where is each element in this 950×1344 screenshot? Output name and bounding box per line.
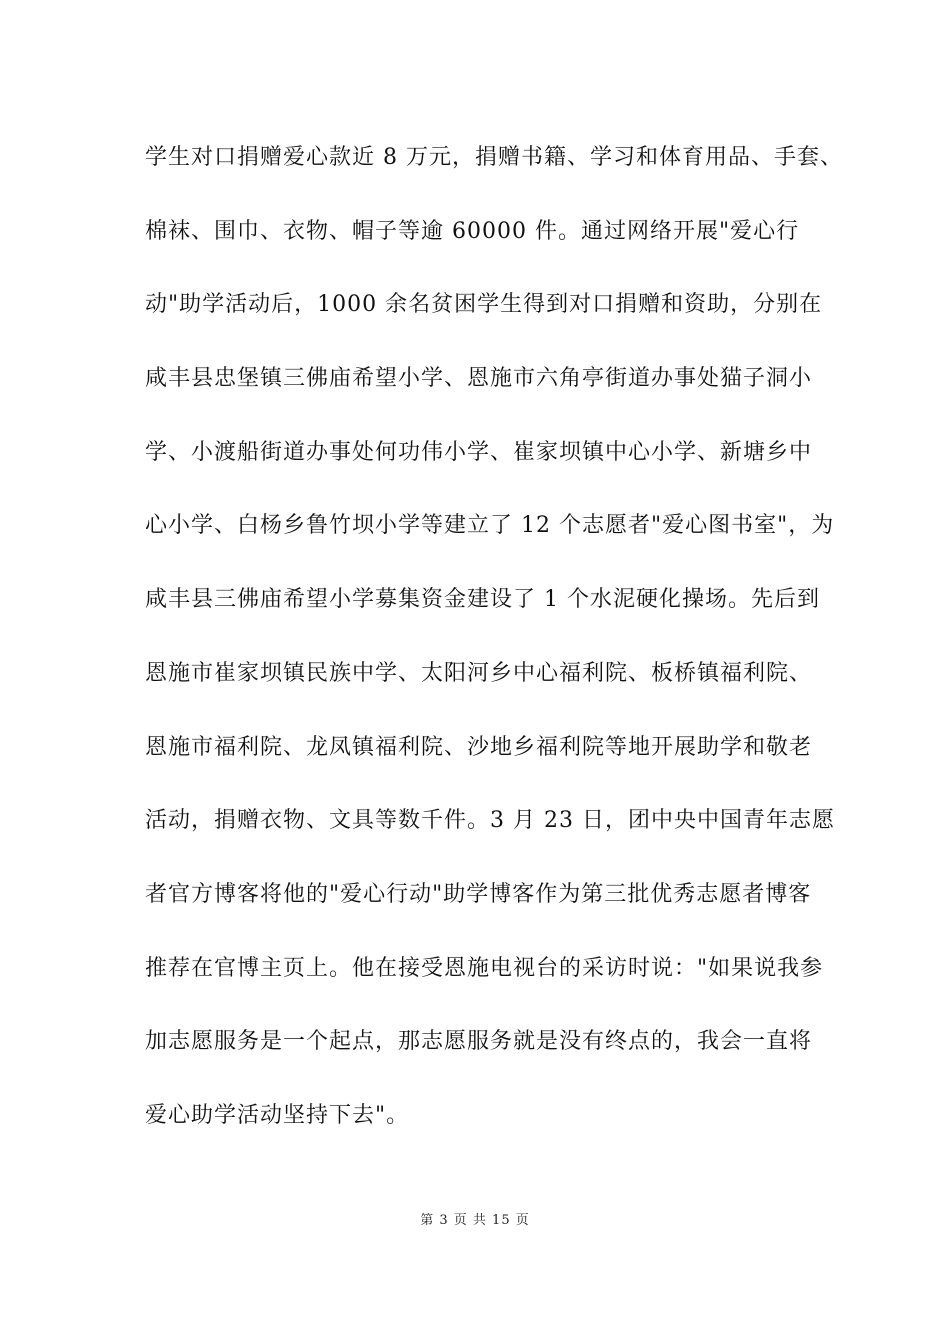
text-line: 咸丰县三佛庙希望小学募集资金建设了 1 个水泥硬化操场。先后到 [145,587,820,613]
text-line: 恩施市崔家坝镇民族中学、太阳河乡中心福利院、板桥镇福利院、 [145,660,813,686]
text-line: 爱心助学活动坚持下去"。 [145,1102,410,1128]
page-number-label: 第 3 页 共 15 页 [420,1213,530,1228]
text-line: 学生对口捐赠爱心款近 8 万元，捐赠书籍、学习和体育用品、手套、 [145,145,843,170]
text-line: 棉袜、围巾、衣物、帽子等逾 60000 件。通过网络开展"爱心行 [145,218,800,244]
page-footer [0,1209,950,1228]
text-line: 加志愿服务是一个起点，那志愿服务就是没有终点的，我会一直将 [145,1029,813,1055]
text-line: 学、小渡船街道办事处何功伟小学、崔家坝镇中心小学、新塘乡中 [145,439,813,465]
text-line: 咸丰县忠堡镇三佛庙希望小学、恩施市六角亭街道办事处猫子洞小 [145,366,813,392]
text-line: 心小学、白杨乡鲁竹坝小学等建立了 12 个志愿者"爱心图书室"，为 [145,513,835,539]
body-paragraph [145,130,843,1162]
text-line: 恩施市福利院、龙凤镇福利院、沙地乡福利院等地开展助学和敬老 [145,734,813,760]
text-line: 动"助学活动后，1000 余名贫困学生得到对口捐赠和资助，分别在 [145,292,823,318]
text-line: 活动，捐赠衣物、文具等数千件。3 月 23 日，团中央中国青年志愿 [145,808,835,834]
text-line: 推荐在官博主页上。他在接受恩施电视台的采访时说："如果说我参 [145,955,824,981]
text-line: 者官方博客将他的"爱心行动"助学博客作为第三批优秀志愿者博客 [145,881,812,907]
